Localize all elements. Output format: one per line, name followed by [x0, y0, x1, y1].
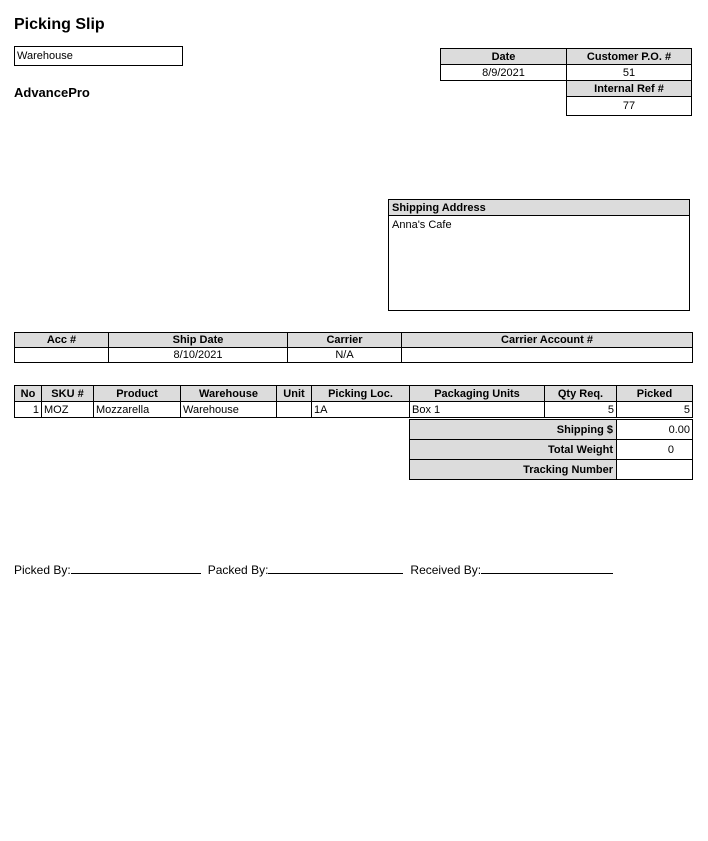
cell-qty-req: 5 [545, 402, 617, 418]
col-header-sku: SKU # [42, 386, 94, 402]
cell-picking-loc: 1A [312, 402, 410, 418]
cell-product: Mozzarella [94, 402, 181, 418]
carrier-account-header: Carrier Account # [402, 333, 693, 348]
customer-po-header: Customer P.O. # [567, 49, 692, 65]
acc-number-header: Acc # [15, 333, 109, 348]
cell-packaging-units: Box 1 [410, 402, 545, 418]
cell-warehouse: Warehouse [181, 402, 277, 418]
col-header-packaging-units: Packaging Units [410, 386, 545, 402]
empty-cell [441, 97, 567, 116]
tracking-number-value [617, 460, 693, 480]
internal-ref-value: 77 [567, 97, 692, 116]
col-header-picked: Picked [617, 386, 693, 402]
shipping-label: Shipping $ [410, 420, 617, 440]
total-weight-value: 0 [617, 440, 693, 460]
col-header-qty-req: Qty Req. [545, 386, 617, 402]
total-weight-label: Total Weight [410, 440, 617, 460]
col-header-warehouse: Warehouse [181, 386, 277, 402]
date-value: 8/9/2021 [441, 65, 567, 81]
empty-cell [441, 81, 567, 97]
received-by-signature-line [481, 561, 613, 574]
packed-by-signature-line [268, 561, 403, 574]
col-header-unit: Unit [277, 386, 312, 402]
warehouse-field[interactable]: Warehouse [14, 46, 183, 66]
internal-ref-header: Internal Ref # [567, 81, 692, 97]
items-header-row [15, 386, 693, 402]
cell-no: 1 [15, 402, 42, 418]
shipping-address-box [388, 199, 690, 311]
acc-number-value [15, 348, 109, 363]
col-header-no: No [15, 386, 42, 402]
totals-table [409, 419, 693, 480]
item-row [15, 402, 693, 418]
shipping-address-value: Anna's Cafe [392, 219, 452, 231]
customer-po-value: 51 [567, 65, 692, 81]
cell-picked: 5 [617, 402, 693, 418]
col-header-picking-loc: Picking Loc. [312, 386, 410, 402]
shipping-value: 0.00 [617, 420, 693, 440]
col-header-product: Product [94, 386, 181, 402]
carrier-value: N/A [288, 348, 402, 363]
ship-date-header: Ship Date [109, 333, 288, 348]
received-by-label: Received By: [410, 563, 482, 577]
packed-by-label: Packed By: [207, 563, 269, 577]
picked-by-signature-line [71, 561, 201, 574]
brand-name: AdvancePro [14, 85, 90, 100]
signature-row [14, 561, 620, 577]
page-title: Picking Slip [14, 16, 105, 33]
carrier-header: Carrier [288, 333, 402, 348]
date-header: Date [441, 49, 567, 65]
cell-sku: MOZ [42, 402, 94, 418]
cell-unit [277, 402, 312, 418]
shipping-address-header: Shipping Address [389, 200, 689, 216]
shipment-info-table [14, 332, 693, 363]
picked-by-label: Picked By: [14, 563, 71, 577]
order-info-table [440, 48, 692, 116]
carrier-account-value [402, 348, 693, 363]
ship-date-value: 8/10/2021 [109, 348, 288, 363]
tracking-number-label: Tracking Number [410, 460, 617, 480]
items-table [14, 385, 693, 418]
